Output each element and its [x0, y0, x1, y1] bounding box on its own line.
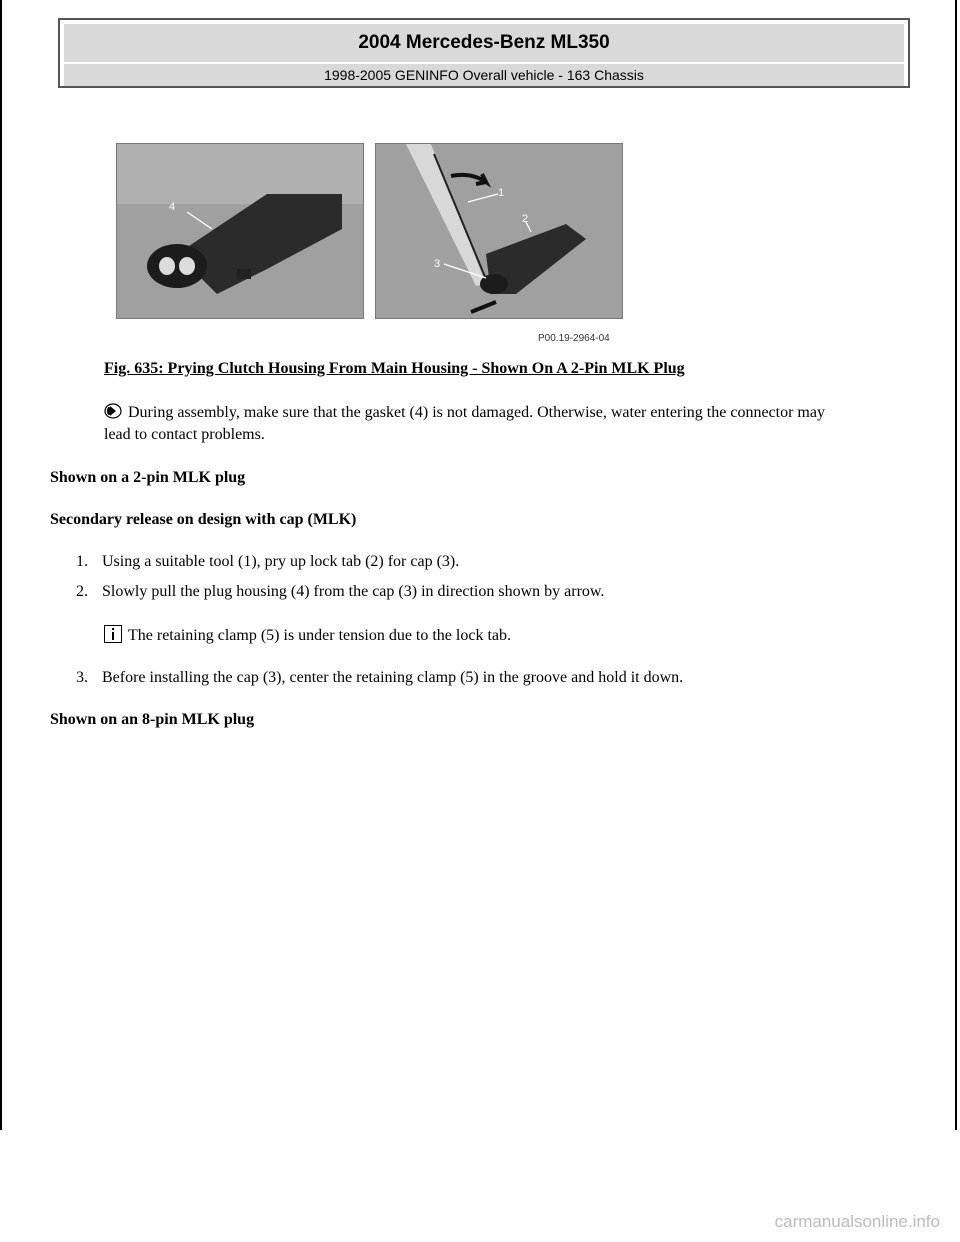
list-item	[76, 553, 459, 571]
heading-secondary-release: Secondary release on design with cap (MLK)	[50, 511, 357, 528]
step-text: Using a suitable tool (1), pry up lock tab (2) for cap (3).	[102, 553, 460, 570]
list-item	[76, 583, 604, 601]
callout-2: 2	[522, 213, 529, 225]
page-subtitle: 1998-2005 GENINFO Overall vehicle - 163 Chassis	[64, 64, 904, 86]
note-caution	[104, 402, 844, 446]
subnote-text: The retaining clamp (5) is under tension due to the lock tab.	[128, 627, 511, 644]
page-header	[58, 18, 910, 88]
connector-photo-left	[117, 144, 363, 318]
info-icon	[104, 625, 122, 643]
heading-8pin: Shown on an 8-pin MLK plug	[50, 711, 255, 728]
step-number: 3.	[76, 669, 88, 686]
figure-code: P00.19-2964-04	[538, 333, 610, 344]
callout-4: 4	[169, 201, 176, 213]
note-info	[104, 625, 511, 645]
heading-2pin: Shown on a 2-pin MLK plug	[50, 469, 246, 486]
caution-icon	[104, 403, 122, 419]
figure-photo-left	[116, 143, 364, 319]
step-text: Before installing the cap (3), center the retaining clamp (5) in the groove and hold it down.	[102, 669, 684, 686]
connector-photo-right	[376, 144, 622, 318]
note-text: During assembly, make sure that the gasket (4) is not damaged. Otherwise, water entering the connector may lead to contact problems.	[104, 404, 825, 443]
figure-caption: Fig. 635: Prying Clutch Housing From Main Housing - Shown On A 2-Pin MLK Plug	[104, 360, 685, 377]
callout-1: 1	[498, 187, 505, 199]
step-number: 2.	[76, 583, 88, 600]
watermark: carmanualsonline.info	[774, 1212, 940, 1231]
step-number: 1.	[76, 553, 88, 570]
figure-photo-right	[375, 143, 623, 319]
figure	[116, 140, 636, 350]
step-text: Slowly pull the plug housing (4) from the cap (3) in direction shown by arrow.	[102, 583, 605, 600]
list-item	[76, 669, 683, 687]
page-title: 2004 Mercedes-Benz ML350	[64, 24, 904, 62]
callout-3: 3	[434, 258, 441, 270]
